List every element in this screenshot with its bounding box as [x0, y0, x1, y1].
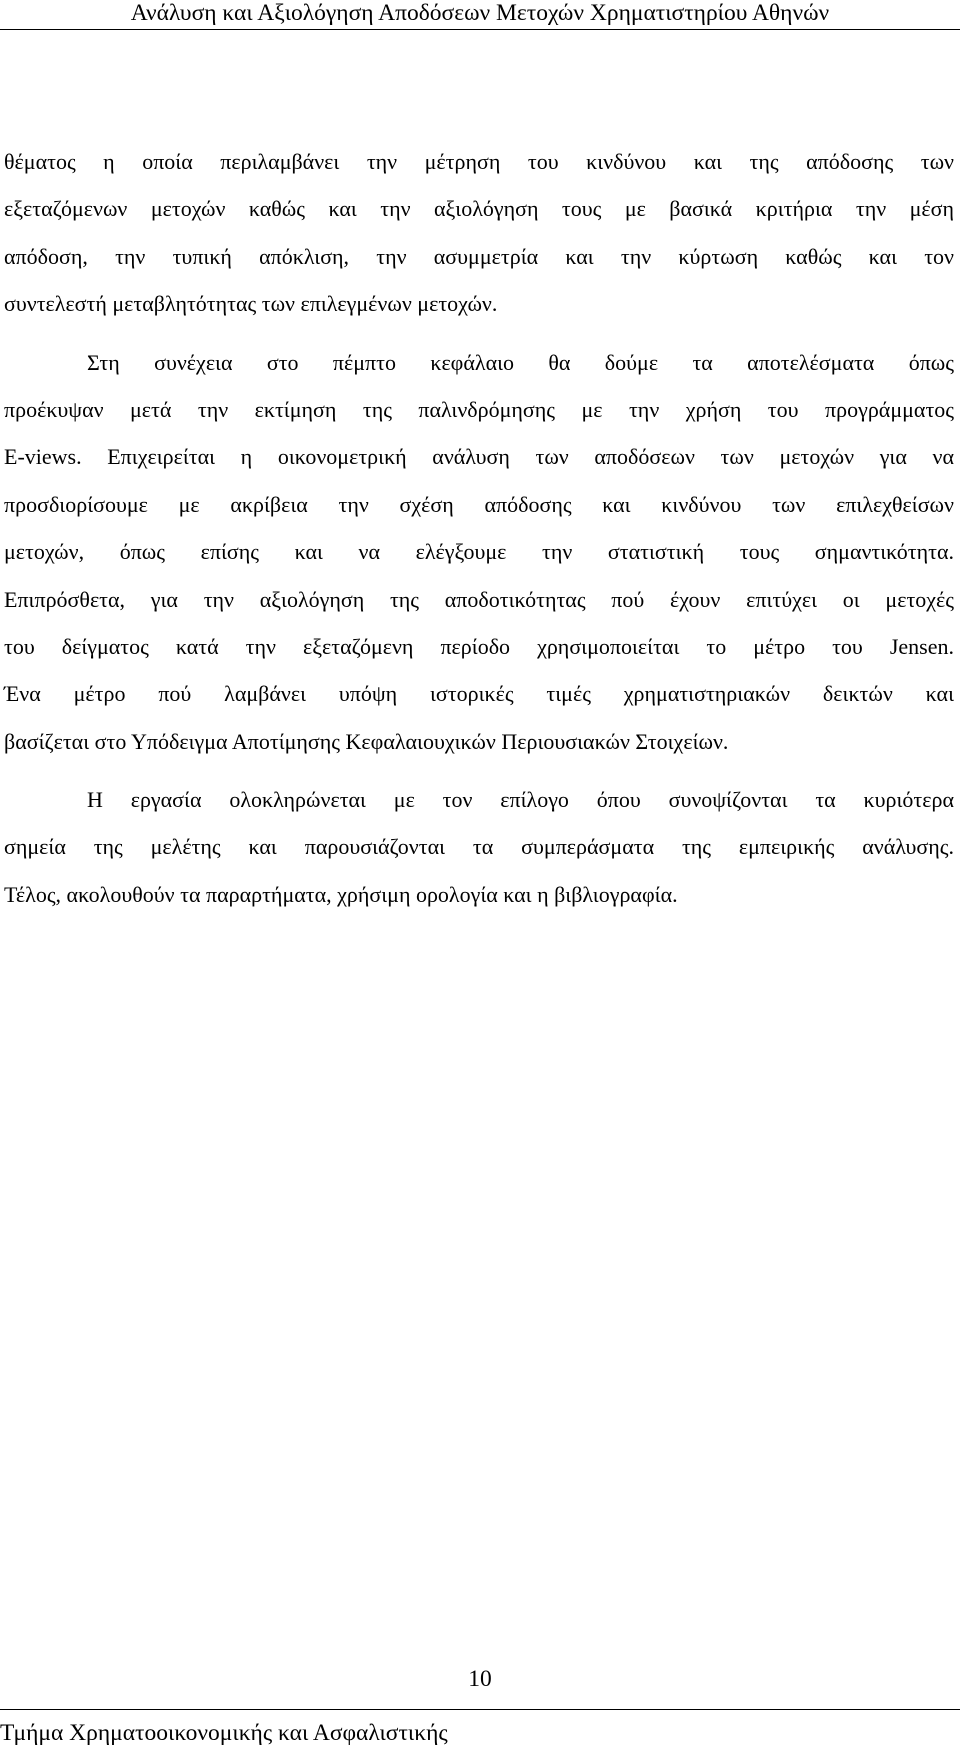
text-line: σημεία της μελέτης και παρουσιάζονται τα συμπεράσματα της εμπειρικής ανάλυσης. [4, 834, 954, 860]
document-body [4, 138, 954, 918]
text-line: θέματος η οποία περιλαμβάνει την μέτρηση του κινδύνου και της απόδοσης των [4, 149, 954, 174]
running-header: Ανάλυση και Αξιολόγηση Αποδόσεων Μετοχών Χρηματιστηρίου Αθηνών [130, 0, 830, 26]
text-line: Τέλος, ακολουθούν τα παραρτήματα, χρήσιμη ορολογία και η βιβλιογραφία. [4, 881, 678, 907]
running-footer: Τμήμα Χρηματοοικονομικής και Ασφαλιστικής [0, 1720, 448, 1746]
text-line: Στη συνέχεια στο πέμπτο κεφάλαιο θα δούμε τα αποτελέσματα όπως [87, 349, 954, 375]
text-line: συντελεστή μεταβλητότητας των επιλεγμένων μετοχών. [4, 291, 498, 317]
text-line: Ένα μέτρο πού λαμβάνει υπόψη ιστορικές τιμές χρηματιστηριακών δεικτών και [4, 681, 954, 707]
text-line: Η εργασία ολοκληρώνεται με τον επίλογο όπου συνοψίζονται τα κυριότερα [87, 787, 954, 813]
page-number: 10 [468, 1666, 492, 1692]
paragraph-2 [4, 339, 954, 766]
header-rule [0, 29, 960, 30]
text-line: προέκυψαν μετά την εκτίμηση της παλινδρόμησης με την χρήση του προγράμματος [4, 396, 954, 422]
text-line: προσδιορίσουμε με ακρίβεια την σχέση απόδοσης και κινδύνου των επιλεχθείσων [4, 491, 954, 517]
text-line: εξεταζόμενων μετοχών καθώς και την αξιολόγηση τους με βασικά κριτήρια την μέση [4, 196, 954, 222]
text-line: Επιπρόσθετα, για την αξιολόγηση της αποδοτικότητας πού έχουν επιτύχει οι μετοχές [4, 586, 954, 612]
text-line: μετοχών, όπως επίσης και να ελέγξουμε την στατιστική τους σημαντικότητα. [4, 539, 954, 565]
text-line: βασίζεται στο Υπόδειγμα Αποτίμησης Κεφαλαιουχικών Περιουσιακών Στοιχείων. [4, 728, 729, 754]
text-line: του δείγματος κατά την εξεταζόμενη περίοδο χρησιμοποιείται το μέτρο του Jensen. [4, 633, 954, 659]
text-line: απόδοση, την τυπική απόκλιση, την ασυμμετρία και την κύρτωση καθώς και τον [4, 243, 954, 269]
paragraph-1 [4, 138, 954, 328]
footer-rule [0, 1709, 960, 1710]
text-line: E-views. Επιχειρείται η οικονομετρική ανάλυση των αποδόσεων των μετοχών για να [4, 444, 954, 470]
paragraph-3 [4, 776, 954, 918]
